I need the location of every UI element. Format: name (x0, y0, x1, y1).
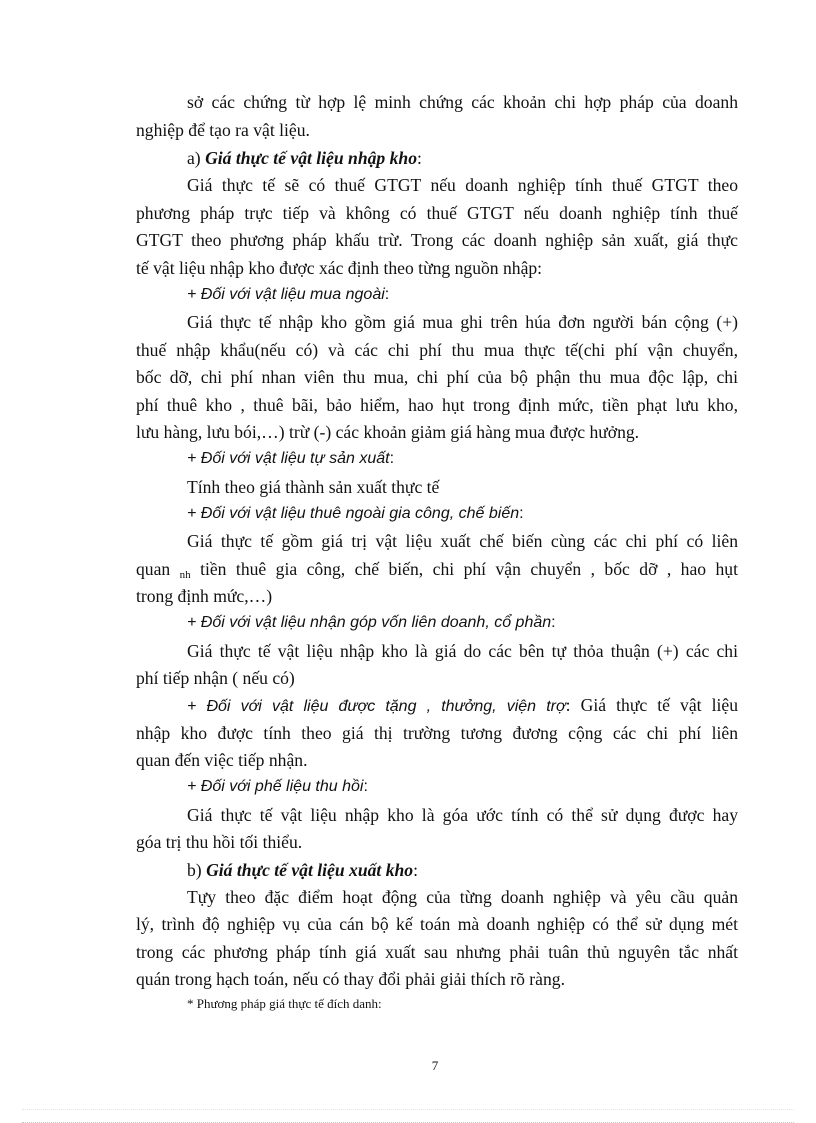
paragraph-line: sở các chứng từ hợp lệ minh chứng các khoản chi hợp pháp của doanh (187, 92, 738, 112)
paragraph-line: trong các phương pháp tính giá xuất sau nhưng phải tuân thủ nguyên tắc nhất (136, 942, 738, 962)
subheading-text: + Đối với phế liệu thu hồi (187, 778, 364, 795)
note-line: * Phương pháp giá thực tế đích danh: (187, 996, 382, 1011)
subheading (187, 504, 738, 524)
paragraph-line: lý, trình độ nghiệp vụ của cán bộ kế toán mà doanh nghiệp có thể sử dụng mét (136, 914, 738, 934)
heading-prefix: b) (187, 860, 207, 880)
subheading (187, 695, 738, 717)
paragraph-line: Tựy theo đặc điểm hoạt động của từng doanh nghiệp và yêu cầu quản (187, 887, 738, 907)
paragraph-line: phí tiếp nhận ( nếu có) (136, 668, 295, 688)
paragraph-line: nhập kho được tính theo giá thị trường tương đương cộng các chi phí liên (136, 723, 738, 743)
paragraph-line: Giá thực tế gồm giá trị vật liệu xuất chế biến cùng các chi phí có liên (187, 531, 738, 551)
paragraph-line: Tính theo giá thành sản xuất thực tế (187, 477, 440, 497)
paragraph-line: trong định mức,…) (136, 586, 273, 606)
paragraph-line: Giá thực tế nhập kho gồm giá mua ghi trên húa đơn người bán cộng (+) (187, 312, 738, 332)
heading-suffix: : (413, 860, 418, 880)
small-text-fragment: nh (179, 569, 191, 581)
heading-prefix: a) (187, 148, 206, 168)
section-heading-b (187, 860, 738, 880)
text-fragment: quan (136, 559, 180, 579)
section-heading-a (187, 148, 738, 168)
paragraph-line: Giá thực tế vật liệu nhập kho là góa ước tính có thể sử dụng được hay (187, 805, 738, 825)
subheading-colon: : (551, 614, 556, 631)
subheading-text: + Đối với vật liệu tự sản xuất (187, 450, 390, 467)
footer-divider (22, 1109, 794, 1110)
page-number: 7 (431, 1058, 439, 1073)
subheading-colon: : (389, 450, 395, 467)
subheading-text: + Đối với vật liệu mua ngoài (187, 286, 385, 303)
heading-suffix: : (417, 148, 422, 168)
paragraph-line: Giá thực tế vật liệu nhập kho là giá do các bên tự thỏa thuận (+) các chi (187, 641, 738, 661)
paragraph-line: góa trị thu hồi tối thiểu. (136, 832, 303, 852)
paragraph-line: quan đến việc tiếp nhận. (136, 750, 308, 770)
subheading (187, 449, 738, 469)
subheading-text: + Đối với vật liệu được tặng , thưởng, viện trợ (187, 698, 566, 715)
paragraph-line: nghiệp để tạo ra vật liệu. (136, 120, 310, 140)
subheading (187, 777, 738, 797)
paragraph-line: phí thuê kho , thuê bãi, bảo hiểm, hao hụt trong định mức, tiền phạt lưu kho, (136, 395, 738, 415)
paragraph-line: quán trong hạch toán, nếu có thay đổi phải giải thích rõ ràng. (136, 969, 565, 989)
paragraph-line (136, 559, 738, 585)
paragraph-line: Giá thực tế sẽ có thuế GTGT nếu doanh nghiệp tính thuế GTGT theo (187, 175, 738, 195)
paragraph-line: GTGT theo phương pháp khấu trừ. Trong các doanh nghiệp sản xuất, giá thực (136, 230, 738, 250)
subheading (187, 613, 738, 633)
paragraph-line: bốc dỡ, chi phí nhan viên thu mua, chi phí của bộ phận thu mua độc lập, chi (136, 367, 738, 387)
subheading (187, 285, 738, 305)
subheading-colon: : (519, 505, 524, 522)
paragraph-line: lưu hàng, lưu bói,…) trừ (-) các khoản giảm giá hàng mua được hưởng. (136, 422, 640, 442)
paragraph-line: tế vật liệu nhập kho được xác định theo từng nguồn nhập: (136, 258, 543, 278)
text-fragment: tiền thuê gia công, chế biến, chi phí vận chuyển , bốc dỡ , hao hụt (190, 559, 738, 579)
heading-title: Giá thực tế vật liệu nhập kho (205, 148, 417, 168)
paragraph-line: phương pháp trực tiếp và không có thuế GTGT nếu doanh nghiệp tính thuế (136, 203, 738, 223)
paragraph-line: thuế nhập khẩu(nếu có) và các chi phí thu mua thực tế(chi phí vận chuyển, (136, 340, 738, 360)
subheading-text: + Đối với vật liệu thuê ngoài gia công, chế biến (187, 505, 520, 522)
subheading-colon: : (363, 778, 368, 795)
subheading-colon: : (384, 286, 390, 303)
subheading-text: + Đối với vật liệu nhận góp vốn liên doanh, cổ phần (187, 614, 552, 631)
text-fragment: : Giá thực tế vật liệu (565, 695, 739, 715)
heading-title: Giá thực tế vật liệu xuất kho (206, 860, 414, 880)
